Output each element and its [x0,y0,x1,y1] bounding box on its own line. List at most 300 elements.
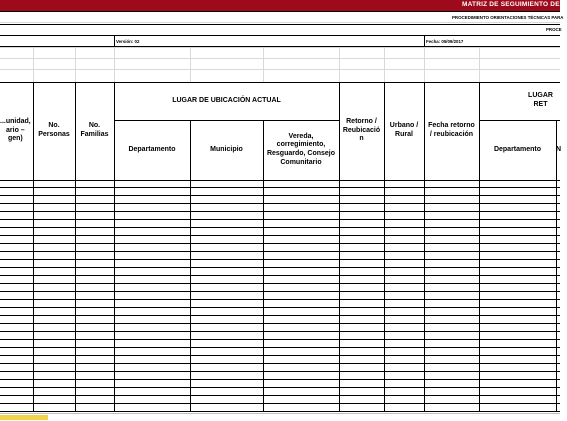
table-cell-border [384,372,385,380]
table-cell-border [33,180,34,188]
table-cell-border [384,276,385,284]
table-cell-border [556,364,557,372]
table-row[interactable] [0,372,560,380]
table-cell-border [556,388,557,396]
table-cell-border [556,236,557,244]
table-cell-border [479,276,480,284]
table-cell-border [384,300,385,308]
table-cell-border [339,372,340,380]
sheet-title: MATRIZ DE SEGUIMIENTO DE C [462,1,567,8]
table-cell-border [75,340,76,348]
table-row[interactable] [0,236,560,244]
table-cell-border [190,388,191,396]
header-comunidad: ...unidad, ario – gen) [0,117,31,143]
table-cell-border [190,188,191,196]
table-cell-border [479,252,480,260]
table-cell-border [384,260,385,268]
table-cell-border [384,348,385,356]
table-cell-border [190,212,191,220]
table-cell-border [384,404,385,412]
table-row[interactable] [0,388,560,396]
table-cell-border [424,260,425,268]
table-cell-border [424,220,425,228]
table-cell-border [33,212,34,220]
table-cell-border [263,340,264,348]
table-cell-border [424,212,425,220]
table-cell-border [424,188,425,196]
header-lugar-retorno: LUGAR RET [528,92,553,108]
table-cell-border [114,268,115,276]
table-cell-border [339,260,340,268]
table-cell-border [479,244,480,252]
table-cell-border [263,356,264,364]
table-cell-border [384,332,385,340]
table-cell-border [75,372,76,380]
table-cell-border [384,188,385,196]
table-cell-border [424,292,425,300]
table-cell-border [424,196,425,204]
table-cell-border [114,396,115,404]
table-cell-border [384,380,385,388]
table-row[interactable] [0,180,560,188]
table-row[interactable] [0,244,560,252]
table-cell-border [339,276,340,284]
table-cell-border [384,364,385,372]
table-cell-border [75,212,76,220]
table-cell-border [339,244,340,252]
header-fecha-retorno: Fecha retorno / reubicación [428,122,475,138]
table-cell-border [384,196,385,204]
table-cell-border [339,228,340,236]
table-cell-border [339,316,340,324]
table-cell-border [33,260,34,268]
sheet-tab[interactable] [0,415,48,420]
table-cell-border [75,364,76,372]
table-cell-border [556,396,557,404]
table-cell-border [556,204,557,212]
table-cell-border [339,196,340,204]
table-cell-border [75,332,76,340]
table-row[interactable] [0,268,560,276]
table-cell-border [424,228,425,236]
table-cell-border [190,300,191,308]
table-cell-border [424,340,425,348]
header-vereda: Vereda, corregimiento, Resguardo, Consejo Comunitario [266,132,336,166]
table-cell-border [263,180,264,188]
table-cell-border [339,340,340,348]
table-row[interactable] [0,324,560,332]
table-cell-border [479,268,480,276]
header-retorno: Retorno / Reubicació n [342,117,381,143]
table-cell-border [424,244,425,252]
table-cell-border [75,388,76,396]
table-cell-border [339,388,340,396]
table-cell-border [479,236,480,244]
table-cell-border [556,340,557,348]
table-row[interactable] [0,340,560,348]
table-cell-border [384,340,385,348]
table-cell-border [75,316,76,324]
table-cell-border [479,340,480,348]
table-cell-border [479,228,480,236]
table-cell-border [424,308,425,316]
table-cell-border [190,396,191,404]
table-cell-border [263,300,264,308]
table-cell-border [384,252,385,260]
table-cell-border [263,268,264,276]
table-cell-border [190,324,191,332]
table-cell-border [33,388,34,396]
table-row[interactable] [0,404,560,412]
table-cell-border [339,188,340,196]
table-cell-border [424,348,425,356]
table-row[interactable] [0,292,560,300]
table-row[interactable] [0,284,560,292]
procedure-short-label: PROCE [546,27,562,32]
table-cell-border [556,252,557,260]
table-cell-border [75,180,76,188]
table-cell-border [384,388,385,396]
table-cell-border [384,292,385,300]
table-cell-border [114,316,115,324]
version-label: Versión: 02 [116,39,140,44]
table-cell-border [339,324,340,332]
table-cell-border [190,356,191,364]
table-cell-border [339,300,340,308]
table-cell-border [424,324,425,332]
table-cell-border [479,332,480,340]
table-cell-border [263,220,264,228]
table-cell-border [190,332,191,340]
table-cell-border [263,212,264,220]
table-cell-border [479,212,480,220]
table-cell-border [263,228,264,236]
table-cell-border [424,180,425,188]
table-cell-border [556,308,557,316]
table-cell-border [263,244,264,252]
table-cell-border [556,372,557,380]
table-cell-border [114,204,115,212]
table-cell-border [339,204,340,212]
table-cell-border [479,196,480,204]
header-departamento: Departamento [128,145,176,153]
table-cell-border [75,292,76,300]
table-cell-border [384,204,385,212]
table-cell-border [263,308,264,316]
table-cell-border [384,212,385,220]
table-cell-border [556,180,557,188]
table-cell-border [479,388,480,396]
table-cell-border [424,284,425,292]
table-cell-border [114,276,115,284]
table-cell-border [33,316,34,324]
table-cell-border [263,372,264,380]
table-cell-border [75,380,76,388]
table-cell-border [339,180,340,188]
date-label: Fecha: 05/09/2017 [426,39,464,44]
table-cell-border [33,236,34,244]
table-row[interactable] [0,364,560,372]
table-cell-border [75,252,76,260]
table-cell-border [479,364,480,372]
table-row[interactable] [0,380,560,388]
table-row[interactable] [0,220,560,228]
table-cell-border [114,284,115,292]
table-cell-border [384,228,385,236]
table-cell-border [263,324,264,332]
table-cell-border [424,300,425,308]
table-cell-border [75,356,76,364]
table-row[interactable] [0,300,560,308]
table-cell-border [190,196,191,204]
table-cell-border [75,268,76,276]
header-urbano-rural: Urbano / Rural [389,122,419,138]
table-cell-border [114,404,115,412]
table-cell-border [263,380,264,388]
table-cell-border [263,260,264,268]
table-cell-border [33,348,34,356]
table-cell-border [263,284,264,292]
table-cell-border [75,348,76,356]
table-cell-border [556,284,557,292]
table-cell-border [424,236,425,244]
table-cell-border [424,204,425,212]
table-cell-border [479,260,480,268]
table-cell-border [479,372,480,380]
table-cell-border [424,404,425,412]
table-cell-border [75,196,76,204]
table-cell-border [479,396,480,404]
table-cell-border [33,276,34,284]
table-cell-border [384,356,385,364]
table-cell-border [556,380,557,388]
table-cell-border [556,220,557,228]
table-row[interactable] [0,228,560,236]
procedure-label: PROCEDIMIENTO ORIENTACIONES TÉCNICAS PARA [452,15,564,20]
table-cell-border [424,380,425,388]
table-cell-border [556,316,557,324]
table-row[interactable] [0,188,560,196]
table-cell-border [339,292,340,300]
table-cell-border [263,292,264,300]
table-cell-border [190,220,191,228]
table-cell-border [556,196,557,204]
data-rows [0,180,560,412]
table-cell-border [479,180,480,188]
table-cell-border [339,284,340,292]
table-cell-border [556,404,557,412]
table-row[interactable] [0,252,560,260]
table-row[interactable] [0,212,560,220]
table-cell-border [190,404,191,412]
table-cell-border [384,244,385,252]
table-cell-border [190,228,191,236]
table-cell-border [424,356,425,364]
table-cell-border [114,292,115,300]
table-cell-border [190,372,191,380]
table-cell-border [339,380,340,388]
table-cell-border [33,308,34,316]
table-cell-border [190,340,191,348]
table-cell-border [33,228,34,236]
table-row[interactable] [0,316,560,324]
table-cell-border [190,380,191,388]
table-cell-border [190,260,191,268]
table-cell-border [479,292,480,300]
table-cell-border [33,324,34,332]
table-cell-border [33,252,34,260]
table-cell-border [33,188,34,196]
table-cell-border [556,260,557,268]
table-cell-border [384,236,385,244]
table-cell-border [556,212,557,220]
table-cell-border [114,300,115,308]
table-cell-border [33,396,34,404]
table-row[interactable] [0,260,560,268]
table-cell-border [33,356,34,364]
table-cell-border [384,324,385,332]
table-cell-border [33,196,34,204]
table-cell-border [33,268,34,276]
table-cell-border [190,276,191,284]
table-cell-border [384,396,385,404]
table-cell-border [263,316,264,324]
table-cell-border [556,188,557,196]
table-cell-border [114,388,115,396]
table-cell-border [479,348,480,356]
table-cell-border [479,204,480,212]
table-cell-border [263,204,264,212]
table-cell-border [479,324,480,332]
table-cell-border [424,252,425,260]
table-cell-border [33,364,34,372]
table-cell-border [556,292,557,300]
table-cell-border [263,388,264,396]
table-row[interactable] [0,396,560,404]
table-cell-border [114,380,115,388]
table-cell-border [33,204,34,212]
table-cell-border [339,236,340,244]
table-cell-border [190,180,191,188]
table-cell-border [114,348,115,356]
table-cell-border [263,276,264,284]
table-cell-border [479,284,480,292]
table-cell-border [339,332,340,340]
table-cell-border [33,380,34,388]
table-cell-border [190,252,191,260]
table-cell-border [114,372,115,380]
table-cell-border [75,236,76,244]
table-cell-border [75,220,76,228]
table-cell-border [479,308,480,316]
header-lugar-actual: LUGAR DE UBICACIÓN ACTUAL [172,96,281,104]
table-cell-border [114,180,115,188]
table-cell-border [75,396,76,404]
table-cell-border [424,388,425,396]
table-cell-border [114,340,115,348]
table-cell-border [33,332,34,340]
table-cell-border [339,252,340,260]
table-cell-border [339,220,340,228]
table-cell-border [339,212,340,220]
table-cell-border [190,236,191,244]
table-cell-border [479,300,480,308]
table-cell-border [114,364,115,372]
table-cell-border [339,396,340,404]
table-cell-border [114,188,115,196]
table-cell-border [339,364,340,372]
table-cell-border [424,316,425,324]
table-row[interactable] [0,356,560,364]
table-row[interactable] [0,332,560,340]
table-row[interactable] [0,204,560,212]
header-personas: No. Personas [38,122,70,138]
table-cell-border [263,396,264,404]
table-row[interactable] [0,348,560,356]
table-cell-border [190,292,191,300]
table-cell-border [339,356,340,364]
table-cell-border [33,340,34,348]
table-cell-border [556,348,557,356]
header-n-cut: N [556,145,562,153]
table-cell-border [75,284,76,292]
table-cell-border [556,356,557,364]
table-cell-border [114,244,115,252]
table-cell-border [263,196,264,204]
header-departamento-2: Departamento [493,145,542,153]
table-cell-border [263,188,264,196]
table-cell-border [263,404,264,412]
table-cell-border [190,308,191,316]
table-cell-border [556,332,557,340]
table-cell-border [75,404,76,412]
table-row[interactable] [0,196,560,204]
table-row[interactable] [0,276,560,284]
table-cell-border [75,188,76,196]
table-cell-border [190,348,191,356]
table-cell-border [556,300,557,308]
table-cell-border [114,324,115,332]
table-cell-border [33,292,34,300]
table-row[interactable] [0,308,560,316]
table-cell-border [556,276,557,284]
header-familias: No. Familias [80,122,109,138]
table-cell-border [190,268,191,276]
table-cell-border [263,236,264,244]
table-cell-border [263,348,264,356]
table-cell-border [33,284,34,292]
table-cell-border [114,356,115,364]
table-cell-border [339,308,340,316]
table-cell-border [114,212,115,220]
table-cell-border [75,276,76,284]
table-cell-border [190,316,191,324]
table-cell-border [556,244,557,252]
table-cell-border [75,204,76,212]
table-cell-border [114,228,115,236]
table-cell-border [263,364,264,372]
table-cell-border [114,220,115,228]
table-cell-border [384,268,385,276]
table-cell-border [479,316,480,324]
table-cell-border [424,396,425,404]
table-cell-border [479,380,480,388]
table-cell-border [479,404,480,412]
table-cell-border [339,268,340,276]
table-cell-border [190,364,191,372]
table-cell-border [33,372,34,380]
table-cell-border [384,316,385,324]
